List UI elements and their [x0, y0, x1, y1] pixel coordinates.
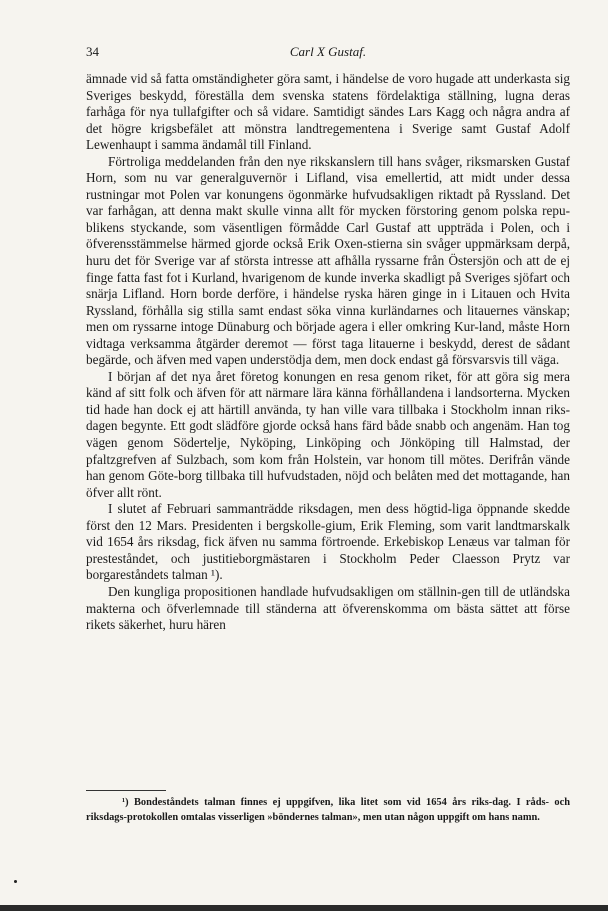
paragraph: Förtroliga meddelanden från den nye rikskanslern till hans svåger, riksmarsken Gustaf Horn, som nu var generalguvernör i Lifland, visa emellertid, att midt under dessa rustningar mot Polen var konungens ögonmärke hufvudsakligen riktadt på Ryssland. Det var farhågan, att denna makt skulle vinna allt för mycken förstoring genom polska repu-blikens styckande, som väsentligen förmådde Carl Gustaf att uppträda i Polen, och i öfverensstämmelse härmed gjorde också Erik Oxen-stierna sin svåger uppmärksam derpå, huru det för Sverige var af största intresse att afhålla ryssarne från Östersjön och att de ej finge fatta fast fot i Kurland, hvarigenom de kunde inverka skadligt på Sveriges sjöfart och snärja Lifland. Horn borde derföre, i händelse ryska hären ginge in i Litauen och Hvita Ryssland, förhålla sig stilla samt endast söka vinna kurländarnes och litauernes vänskap; men om ryssarne intoge Dünaburg och började agera i eller omkring Kur-land, måste Horn vidtaga verksamma åtgärder deremot — först taga litauerne i beskydd, derest de sådant begärde, och äfven med vapen understödja dem, men dock endast gå försvarsvis till väga. [86, 153, 570, 368]
body-text [86, 71, 570, 634]
running-title: Carl X Gustaf. [289, 44, 367, 59]
scan-edge [0, 905, 608, 911]
footnote-divider [86, 790, 166, 791]
paragraph: I början af det nya året företog konungen en resa genom riket, för att göra sig mera känd af sitt folk och äfven för att närmare lära känna förhållandena i landsorterna. Mycken tid hade han dock ej att härtill använda, ty han ville vara tillbaka i Stockholm innan riks-dagen begynte. Ett godt slädföre gjorde också hans färd både snabb och angenäm. Han tog vägen genom Södertelje, Nyköping, Linköping och Jönköping till Halmstad, der pfaltzgrefven af Sulzbach, som kom från Holstein, var honom till mötes. Derifrån vände han genom Göte-borg tillbaka till hufvudstaden, nöjd och belåten med det mottagande, han öfver allt rönt. [86, 368, 570, 500]
page-header [86, 44, 570, 64]
page-number: 34 [86, 44, 99, 59]
paragraph-continuation: ämnade vid så fatta omständigheter göra samt, i händelse de voro hugade att underkasta sig Sveriges beskydd, föreställa dem svenska statens fördelaktiga ställning, lugna deras farhåga för nya tullafgifter och så vidare. Samtidigt sändes Lars Kagg och några andra af det högre krigsbefälet att mönstra landtregementena i Sverige samt Gustaf Adolf Lewenhaupt i samma ändamål till Finland. [86, 71, 570, 153]
paragraph: Den kungliga propositionen handlade hufvudsakligen om ställnin-gen till de utländska makterna och öfverlemnade till ständerna att öfverenskomma om bästa sättet att förse rikets säkerhet, huru hären [86, 583, 570, 633]
footnote: ¹) Bondeståndets talman finnes ej uppgifven, lika litet som vid 1654 års riks-dag. I råds- och riksdags-protokollen omtalas visserligen »böndernes talman», men utan någon uppgift om hans namn. [86, 797, 570, 823]
paragraph: I slutet af Februari sammanträdde riksdagen, men dess högtid-liga öppnande skedde först den 12 Mars. Presidenten i bergskolle-gium, Erik Fleming, som varit landtmarskalk vid 1654 års riksdag, fick äfven nu samma förtroende. Erkebiskop Lenæus var talman för presteståndet, och justitieborgmästaren i Stockholm Peder Claesson Prytz var borgareståndets talman ¹). [86, 501, 570, 583]
scan-speck [14, 880, 17, 883]
